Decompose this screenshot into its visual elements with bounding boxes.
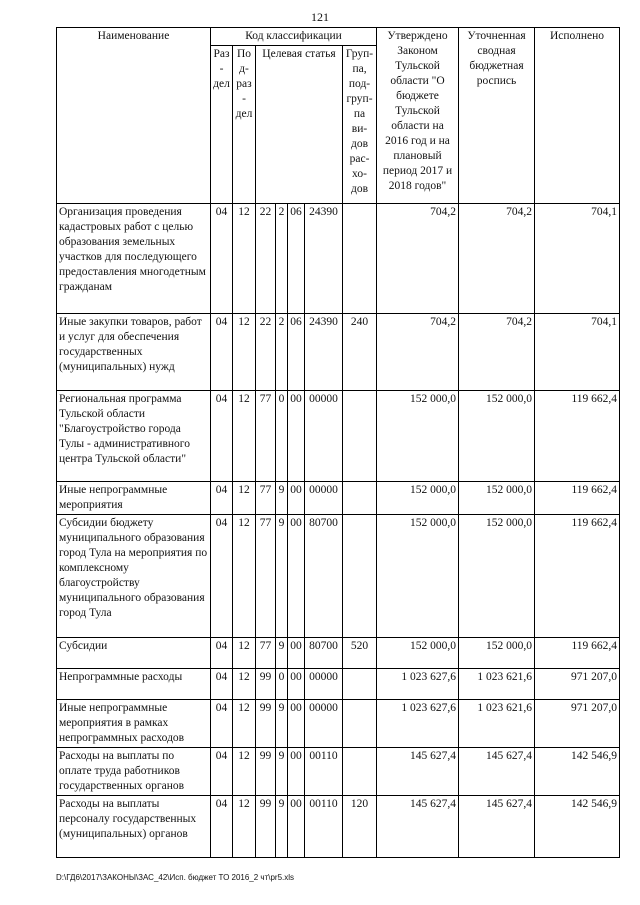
row-section-code: 04 bbox=[211, 669, 233, 700]
row-target-direction: 00 bbox=[288, 700, 305, 748]
row-revised-amount: 152 000,0 bbox=[459, 391, 535, 482]
row-revised-amount: 704,2 bbox=[459, 204, 535, 314]
row-target-code: 00110 bbox=[305, 748, 343, 796]
row-target-code: 80700 bbox=[305, 515, 343, 638]
row-target-subprogram: 0 bbox=[276, 391, 288, 482]
row-approved-amount: 152 000,0 bbox=[377, 391, 459, 482]
row-revised-amount: 704,2 bbox=[459, 314, 535, 391]
row-name: Субсидии бюджету муниципального образования город Тула на мероприятия по комплексному благоустройству муниципального образования город Тула bbox=[57, 515, 211, 638]
row-approved-amount: 1 023 627,6 bbox=[377, 700, 459, 748]
row-name: Иные закупки товаров, работ и услуг для обеспечения государственных (муниципальных) нужд bbox=[57, 314, 211, 391]
row-target-code: 24390 bbox=[305, 314, 343, 391]
row-target-subprogram: 9 bbox=[276, 515, 288, 638]
page-number: 121 bbox=[311, 10, 329, 24]
row-subsection-code: 12 bbox=[233, 700, 256, 748]
row-expense-group bbox=[343, 700, 377, 748]
row-revised-amount: 152 000,0 bbox=[459, 482, 535, 515]
table-row bbox=[57, 515, 620, 638]
header-section: Раз- дел bbox=[211, 46, 233, 204]
row-revised-amount: 1 023 621,6 bbox=[459, 669, 535, 700]
row-target-code: 24390 bbox=[305, 204, 343, 314]
row-approved-amount: 152 000,0 bbox=[377, 638, 459, 669]
row-target-direction: 06 bbox=[288, 204, 305, 314]
row-executed-amount: 971 207,0 bbox=[535, 669, 620, 700]
row-name: Иные непрограммные мероприятия bbox=[57, 482, 211, 515]
row-subsection-code: 12 bbox=[233, 204, 256, 314]
table-row bbox=[57, 796, 620, 858]
footer-file-path: D:\ГД6\2017\ЗАКОНЫ\ЗАС_42\Исп. бюджет ТО 2016_2 чт\pr5.xls bbox=[56, 873, 295, 882]
table-row bbox=[57, 482, 620, 515]
row-target-program: 77 bbox=[256, 391, 276, 482]
row-approved-amount: 152 000,0 bbox=[377, 482, 459, 515]
row-target-subprogram: 2 bbox=[276, 204, 288, 314]
row-target-program: 22 bbox=[256, 204, 276, 314]
row-target-subprogram: 0 bbox=[276, 669, 288, 700]
row-target-code: 00000 bbox=[305, 700, 343, 748]
row-name: Расходы на выплаты персоналу государственных (муниципальных) органов bbox=[57, 796, 211, 858]
header-classification: Код классификации bbox=[211, 28, 377, 46]
row-revised-amount: 145 627,4 bbox=[459, 796, 535, 858]
row-executed-amount: 119 662,4 bbox=[535, 391, 620, 482]
table-row bbox=[57, 204, 620, 314]
row-section-code: 04 bbox=[211, 482, 233, 515]
row-revised-amount: 145 627,4 bbox=[459, 748, 535, 796]
row-section-code: 04 bbox=[211, 638, 233, 669]
row-target-program: 77 bbox=[256, 515, 276, 638]
row-section-code: 04 bbox=[211, 515, 233, 638]
header-executed: Исполнено bbox=[535, 28, 620, 204]
row-target-direction: 00 bbox=[288, 391, 305, 482]
header-subsection: Под- раз- дел bbox=[233, 46, 256, 204]
table-row bbox=[57, 669, 620, 700]
row-target-direction: 00 bbox=[288, 796, 305, 858]
row-subsection-code: 12 bbox=[233, 796, 256, 858]
row-expense-group bbox=[343, 515, 377, 638]
row-target-program: 77 bbox=[256, 482, 276, 515]
header-approved: Утверждено Законом Тульской области "О бюджете Тульской области на 2016 год и на плановый период 2017 и 2018 годов" bbox=[377, 28, 459, 204]
table-row bbox=[57, 700, 620, 748]
row-target-direction: 00 bbox=[288, 515, 305, 638]
row-subsection-code: 12 bbox=[233, 669, 256, 700]
row-expense-group bbox=[343, 391, 377, 482]
row-section-code: 04 bbox=[211, 796, 233, 858]
row-revised-amount: 152 000,0 bbox=[459, 515, 535, 638]
row-revised-amount: 1 023 621,6 bbox=[459, 700, 535, 748]
row-target-program: 22 bbox=[256, 314, 276, 391]
row-target-direction: 00 bbox=[288, 748, 305, 796]
row-approved-amount: 704,2 bbox=[377, 204, 459, 314]
budget-table bbox=[56, 27, 620, 858]
row-expense-group bbox=[343, 669, 377, 700]
table-row bbox=[57, 391, 620, 482]
row-executed-amount: 142 546,9 bbox=[535, 748, 620, 796]
row-approved-amount: 704,2 bbox=[377, 314, 459, 391]
row-expense-group bbox=[343, 748, 377, 796]
row-executed-amount: 971 207,0 bbox=[535, 700, 620, 748]
row-expense-group: 120 bbox=[343, 796, 377, 858]
row-subsection-code: 12 bbox=[233, 638, 256, 669]
row-approved-amount: 152 000,0 bbox=[377, 515, 459, 638]
row-revised-amount: 152 000,0 bbox=[459, 638, 535, 669]
row-executed-amount: 142 546,9 bbox=[535, 796, 620, 858]
row-section-code: 04 bbox=[211, 314, 233, 391]
row-name: Непрограммные расходы bbox=[57, 669, 211, 700]
row-approved-amount: 1 023 627,6 bbox=[377, 669, 459, 700]
row-target-direction: 00 bbox=[288, 482, 305, 515]
row-target-subprogram: 2 bbox=[276, 314, 288, 391]
row-target-code: 00000 bbox=[305, 391, 343, 482]
row-subsection-code: 12 bbox=[233, 314, 256, 391]
row-subsection-code: 12 bbox=[233, 391, 256, 482]
row-name: Расходы на выплаты по оплате труда работников государственных органов bbox=[57, 748, 211, 796]
row-target-subprogram: 9 bbox=[276, 796, 288, 858]
row-name: Региональная программа Тульской области "Благоустройство города Тулы - административного центра Тульской области" bbox=[57, 391, 211, 482]
row-target-program: 77 bbox=[256, 638, 276, 669]
row-expense-group: 240 bbox=[343, 314, 377, 391]
row-approved-amount: 145 627,4 bbox=[377, 796, 459, 858]
row-target-program: 99 bbox=[256, 669, 276, 700]
row-target-program: 99 bbox=[256, 796, 276, 858]
header-revised: Уточненная сводная бюджетная роспись bbox=[459, 28, 535, 204]
header-name: Наименование bbox=[57, 28, 211, 204]
row-target-code: 80700 bbox=[305, 638, 343, 669]
row-target-subprogram: 9 bbox=[276, 700, 288, 748]
row-target-code: 00000 bbox=[305, 482, 343, 515]
row-target-subprogram: 9 bbox=[276, 638, 288, 669]
row-section-code: 04 bbox=[211, 391, 233, 482]
row-name: Иные непрограммные мероприятия в рамках непрограммных расходов bbox=[57, 700, 211, 748]
row-executed-amount: 119 662,4 bbox=[535, 482, 620, 515]
row-section-code: 04 bbox=[211, 204, 233, 314]
row-approved-amount: 145 627,4 bbox=[377, 748, 459, 796]
row-target-program: 99 bbox=[256, 748, 276, 796]
row-expense-group: 520 bbox=[343, 638, 377, 669]
row-executed-amount: 704,1 bbox=[535, 314, 620, 391]
row-target-program: 99 bbox=[256, 700, 276, 748]
header-target: Целевая статья bbox=[256, 46, 343, 204]
header-expense-group: Груп- па, под- груп- па ви- дов рас- хо- дов bbox=[343, 46, 377, 204]
row-name: Организация проведения кадастровых работ с целью образования земельных участков для последующего предоставления многодетным гражданам bbox=[57, 204, 211, 314]
row-subsection-code: 12 bbox=[233, 748, 256, 796]
row-target-code: 00110 bbox=[305, 796, 343, 858]
row-subsection-code: 12 bbox=[233, 482, 256, 515]
row-target-direction: 06 bbox=[288, 314, 305, 391]
row-target-subprogram: 9 bbox=[276, 482, 288, 515]
table-row bbox=[57, 638, 620, 669]
row-target-direction: 00 bbox=[288, 669, 305, 700]
row-target-direction: 00 bbox=[288, 638, 305, 669]
row-section-code: 04 bbox=[211, 748, 233, 796]
row-target-subprogram: 9 bbox=[276, 748, 288, 796]
row-section-code: 04 bbox=[211, 700, 233, 748]
row-expense-group bbox=[343, 482, 377, 515]
row-executed-amount: 704,1 bbox=[535, 204, 620, 314]
row-executed-amount: 119 662,4 bbox=[535, 638, 620, 669]
table-row bbox=[57, 748, 620, 796]
row-subsection-code: 12 bbox=[233, 515, 256, 638]
row-expense-group bbox=[343, 204, 377, 314]
row-name: Субсидии bbox=[57, 638, 211, 669]
table-row bbox=[57, 314, 620, 391]
row-executed-amount: 119 662,4 bbox=[535, 515, 620, 638]
row-target-code: 00000 bbox=[305, 669, 343, 700]
